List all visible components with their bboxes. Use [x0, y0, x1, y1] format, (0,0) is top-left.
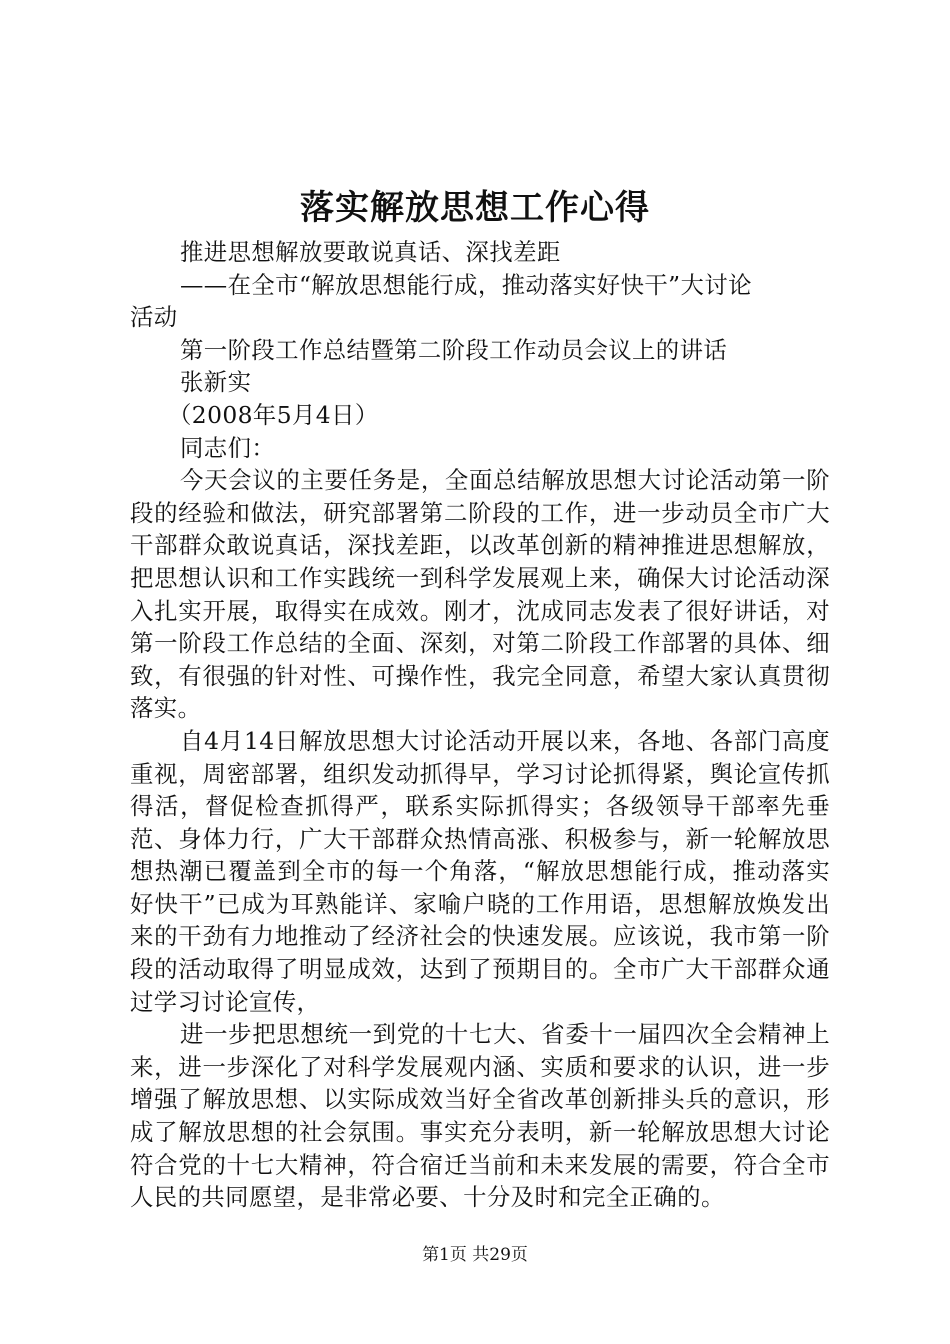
- salutation: 同志们：: [180, 433, 276, 462]
- document-body: [130, 236, 830, 1214]
- paragraph: 进一步把思想统一到党的十七大、省委十一届四次全会精神上来，进一步深化了对科学发展观内涵、实质和要求的认识，进一步增强了解放思想、以实际成效当好全省改革创新排头兵的意识，形成了解放思想的社会氛围。事实充分表明，新一轮解放思想大讨论符合党的十七大精神，符合宿迁当前和未来发展的需要，符合全市人民的共同愿望，是非常必要、十分及时和完全正确的。: [130, 1020, 830, 1212]
- event-line-continued: 活动: [130, 303, 178, 332]
- page-number-footer: 第1页 共29页: [422, 1245, 528, 1265]
- paragraph: 自4月14日解放思想大讨论活动开展以来，各地、各部门高度重视，周密部署，组织发动抓得早，学习讨论抓得紧，舆论宣传抓得活，督促检查抓得严，联系实际抓得实；各级领导干部率先垂范、身体力行，广大干部群众热情高涨、积极参与，新一轮解放思想热潮已覆盖到全市的每一个角落，“解放思想能行成，推动落实好快干”已成为耳熟能详、家喻户晓的工作用语，思想解放焕发出来的干劲有力地推动了经济社会的快速发展。应该说，我市第一阶段的活动取得了明显成效，达到了预期目的。全市广大干部群众通过学习讨论宣传，: [130, 726, 830, 1016]
- speech-occasion-line: 第一阶段工作总结暨第二阶段工作动员会议上的讲话: [180, 335, 728, 364]
- speaker-name: 张新实: [180, 368, 252, 397]
- event-line: ——在全市“解放思想能行成，推动落实好快干”大讨论: [180, 270, 752, 299]
- speech-date: （2008年5月4日）: [168, 400, 379, 429]
- subtitle-line: 推进思想解放要敢说真话、深找差距: [180, 238, 561, 266]
- document-title: 落实解放思想工作心得: [300, 188, 650, 228]
- paragraph: 今天会议的主要任务是，全面总结解放思想大讨论活动第一阶段的经验和做法，研究部署第二阶段的工作，进一步动员全市广大干部群众敢说真话，深找差距，以改革创新的精神推进思想解放，把思想认识和工作实践统一到科学发展观上来，确保大讨论活动深入扎实开展，取得实在成效。刚才，沈成同志发表了很好讲话，对第一阶段工作总结的全面、深刻，对第二阶段工作部署的具体、细致，有很强的针对性、可操作性，我完全同意，希望大家认真贯彻落实。: [130, 466, 830, 723]
